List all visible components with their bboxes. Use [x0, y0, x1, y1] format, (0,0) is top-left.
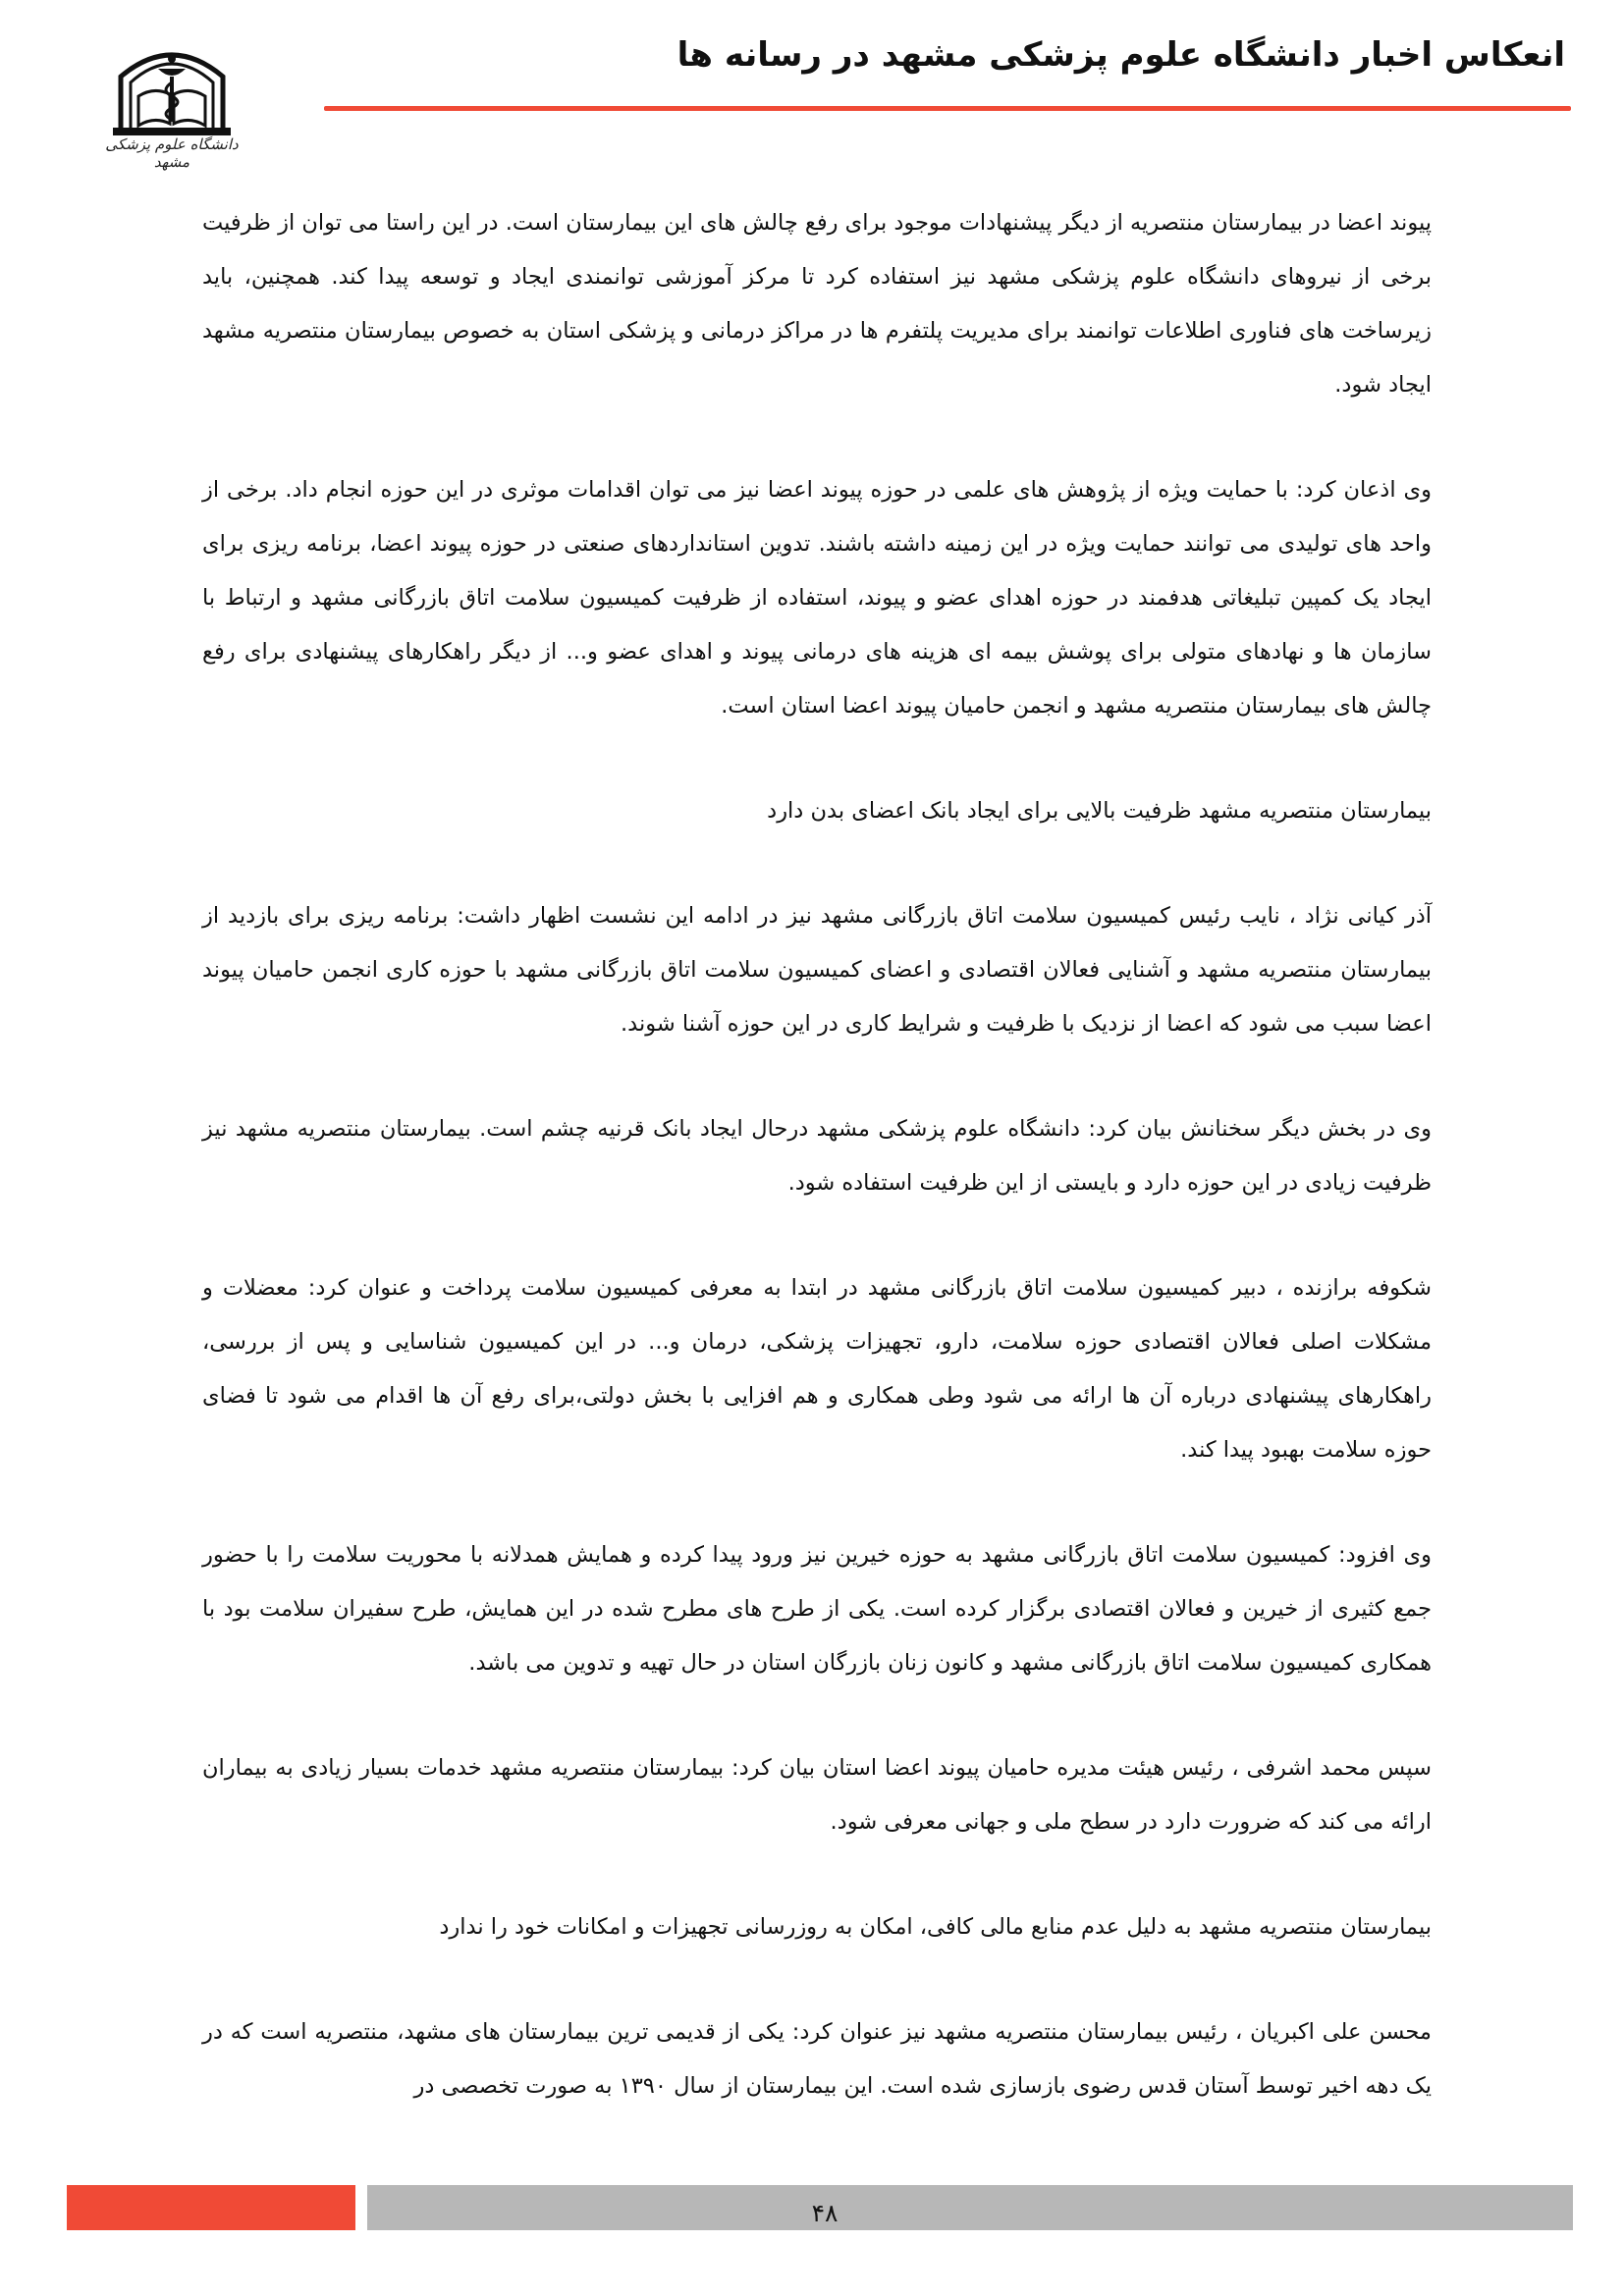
footer-accent-bar [67, 2185, 355, 2230]
header-divider [324, 106, 1571, 111]
page-number: ۴۸ [811, 2199, 839, 2227]
paragraph: آذر کیانی نژاد ، نایب رئیس کمیسیون سلامت اتاق بازرگانی مشهد نیز در ادامه این نشست اظهار داشت: برنامه ریزی برای بازدید از بیمارستان منتصریه مشهد و آشنایی فعالان اقتصادی و اعضای کمیسیون سلامت اتاق بازرگانی مشهد با حوزه کاری انجمن حامیان پیوند اعضا سبب می شود که اعضا از نزدیک با ظرفیت و شرایط کاری در این حوزه آشنا شوند. [202, 903, 1432, 1037]
paragraph: وی افزود: کمیسیون سلامت اتاق بازرگانی مشهد به حوزه خیرین نیز ورود پیدا کرده و همایش همدلانه با محوریت سلامت را با حضور جمع کثیری از خیرین و فعالان اقتصادی برگزار کرده است. یکی از طرح های مطرح شده در این همایش، طرح سفیران سلامت بود با همکاری کمیسیون سلامت اتاق بازرگانی مشهد و کانون زنان بازرگان استان در حال تهیه و تدوین می باشد. [202, 1542, 1432, 1676]
paragraph: پیوند اعضا در بیمارستان منتصریه از دیگر پیشنهادات موجود برای رفع چالش های این بیمارستان است. در این راستا می توان از ظرفیت برخی از نیروهای دانشگاه علوم پزشکی مشهد نیز استفاده کرد تا مرکز آموزشی توانمندی ایجاد و توسعه پیدا کند. همچنین، باید زیرساخت های فناوری اطلاعات توانمند برای مدیریت پلتفرم ها در مراکز درمانی و پزشکی استان به خصوص بیمارستان منتصریه مشهد ایجاد شود. [201, 210, 1432, 398]
paragraph: سپس محمد اشرفی ، رئیس هیئت مدیره حامیان پیوند اعضا استان بیان کرد: بیمارستان منتصریه مشهد خدمات بسیار زیادی به بیماران ارائه می کند که ضرورت دارد در سطح ملی و جهانی معرفی شود. [202, 1755, 1432, 1835]
document-header-title: انعکاس اخبار دانشگاه علوم پزشکی مشهد در رسانه ها [677, 35, 1565, 75]
paragraph-subheading: بیمارستان منتصریه مشهد به دلیل عدم منابع مالی کافی، امکان به روزرسانی تجهیزات و امکانات خود را ندارد [439, 1914, 1432, 1940]
paragraph: وی اذعان کرد: با حمایت ویژه از پژوهش های علمی در حوزه پیوند اعضا نیز می توان اقدامات موثری در این حوزه انجام داد. برخی از واحد های تولیدی می توانند حمایت ویژه در این زمینه داشته باشند. تدوین استانداردهای صنعتی در حوزه پیوند اعضا، برنامه ریزی برای ایجاد یک کمپین تبلیغاتی هدفمند در حوزه اهدای عضو و پیوند، استفاده از ظرفیت کمیسیون سلامت اتاق بازرگانی مشهد و ارتباط با سازمان ها و نهادهای متولی برای پوشش بیمه ای هزینه های درمانی پیوند و اهدای عضو و... از دیگر راهکارهای پیشنهادی برای رفع چالش های بیمارستان منتصریه مشهد و انجمن حامیان پیوند اعضا استان است. [202, 477, 1432, 719]
footer-gray-bar [367, 2185, 1573, 2230]
paragraph: شکوفه برازنده ، دبیر کمیسیون سلامت اتاق بازرگانی مشهد در ابتدا به معرفی کمیسیون سلامت پرداخت و عنوان کرد: معضلات و مشکلات اصلی فعالان اقتصادی حوزه سلامت، دارو، تجهیزات پزشکی، درمان و... در این کمیسیون شناسایی و پس از بررسی، راهکارهای پیشنهادی درباره آن ها ارائه می شود وطی همکاری و هم افزایی با بخش دولتی،برای رفع آن ها اقدام می شود تا فضای حوزه سلامت بهبود پیدا کند. [202, 1275, 1432, 1463]
article-body [202, 196, 1432, 2113]
paragraph: وی در بخش دیگر سخنانش بیان کرد: دانشگاه علوم پزشکی مشهد درحال ایجاد بانک قرنیه چشم است. بیمارستان منتصریه مشهد نیز ظرفیت زیادی در این حوزه دارد و بایستی از این ظرفیت استفاده شود. [202, 1116, 1432, 1196]
paragraph: محسن علی اکبریان ، رئیس بیمارستان منتصریه مشهد نیز عنوان کرد: یکی از قدیمی ترین بیمارستان های مشهد، منتصریه است که در یک دهه اخیر توسط آستان قدس رضوی بازسازی شده است. این بیمارستان از سال ۱۳۹۰ به صورت تخصصی در [202, 2019, 1432, 2099]
paragraph-subheading: بیمارستان منتصریه مشهد ظرفیت بالایی برای ایجاد بانک اعضای بدن دارد [767, 798, 1432, 824]
university-logo-caption: دانشگاه علوم پزشکی مشهد [105, 135, 239, 171]
